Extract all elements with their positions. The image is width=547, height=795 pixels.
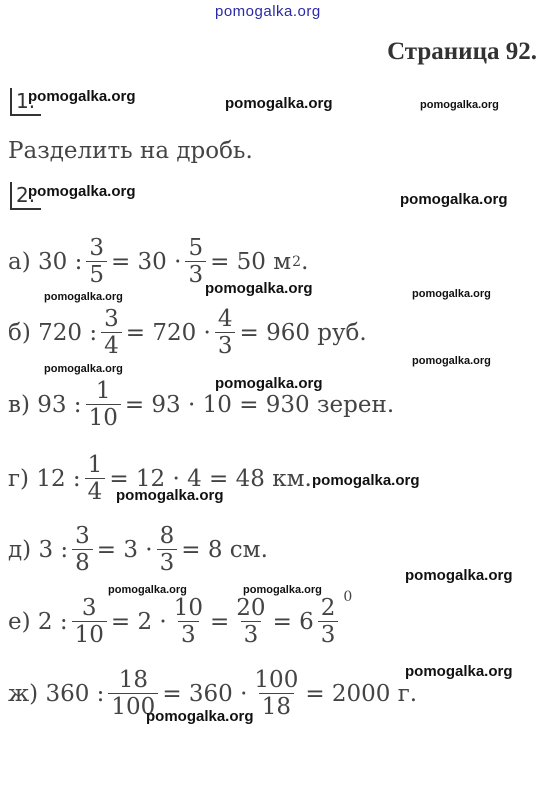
equation-zh-label: ж) 360 : — [8, 680, 105, 707]
task-1-text: Разделить на дробь. — [8, 138, 253, 164]
watermark: pomogalka.org — [412, 288, 491, 300]
watermark: pomogalka.org — [420, 99, 499, 111]
fraction: $\frac{5}{3}$ — [185, 235, 206, 289]
equation-d: д) 3 : $\frac{3}{8}$ = 3 · $\frac{8}{3}$ = 8 см. — [8, 523, 268, 577]
watermark: pomogalka.org — [108, 584, 187, 596]
equation-zh: ж) 360 : $\frac{18}{100}$ = 360 · $\frac{100}{18}$ = 2000 г. — [8, 667, 418, 721]
fraction: $\frac{10}{3}$ — [173, 595, 203, 649]
fraction: $\frac{8}{3}$ — [157, 523, 178, 577]
equation-a-label: а) 30 : — [8, 248, 83, 275]
equation-e-label: е) 2 : — [8, 608, 68, 635]
watermark: pomogalka.org — [28, 183, 136, 200]
watermark: pomogalka.org — [243, 584, 322, 596]
watermark: pomogalka.org — [116, 487, 224, 504]
fraction: $\frac{100}{18}$ — [254, 667, 299, 721]
fraction: $\frac{20}{3}$ — [236, 595, 266, 649]
watermark: pomogalka.org — [28, 88, 136, 105]
watermark: pomogalka.org — [400, 191, 508, 208]
fraction: $\frac{3}{5}$ — [86, 235, 107, 289]
fraction: $\frac{18}{100}$ — [108, 667, 158, 721]
site-header[interactable]: pomogalka.org — [215, 3, 321, 20]
equation-g-label: г) 12 : — [8, 465, 81, 492]
fraction: $\frac{1}{4}$ — [85, 452, 106, 506]
watermark: pomogalka.org — [44, 363, 123, 375]
watermark: pomogalka.org — [44, 291, 123, 303]
watermark: pomogalka.org — [146, 708, 254, 725]
watermark: pomogalka.org — [405, 567, 513, 584]
equation-b-label: б) 720 : — [8, 319, 98, 346]
equation-b: б) 720 : $\frac{3}{4}$ = 720 · $\frac{4}{3}$ = 960 руб. — [8, 306, 367, 360]
fraction: $\frac{1}{10}$ — [86, 378, 121, 432]
fraction: $\frac{3}{10}$ — [72, 595, 107, 649]
equation-v: в) 93 : $\frac{1}{10}$ = 93 · 10 = 930 зерен. — [8, 378, 395, 432]
mixed-fraction: $\frac{2}{3}$ $^0$ — [314, 595, 353, 649]
watermark: pomogalka.org — [215, 375, 323, 392]
task-1-number: 1. — [10, 88, 41, 116]
fraction: $\frac{4}{3}$ — [215, 306, 236, 360]
watermark: pomogalka.org — [405, 663, 513, 680]
watermark: pomogalka.org — [225, 95, 333, 112]
watermark: pomogalka.org — [412, 355, 491, 367]
fraction: $\frac{3}{4}$ — [101, 306, 122, 360]
equation-v-label: в) 93 : — [8, 391, 82, 418]
fraction: $\frac{3}{8}$ — [72, 523, 93, 577]
task-2-number: 2. — [10, 182, 41, 210]
page-title: Страница 92. — [387, 38, 537, 65]
equation-a: а) 30 : $\frac{3}{5}$ = 30 · $\frac{5}{3}$ = 50 м 2 . — [8, 235, 309, 289]
watermark: pomogalka.org — [205, 280, 313, 297]
watermark: pomogalka.org — [312, 472, 420, 489]
equation-g: г) 12 : $\frac{1}{4}$ = 12 · 4 = 48 км. — [8, 452, 312, 506]
equation-e: е) 2 : $\frac{3}{10}$ = 2 · $\frac{10}{3}$ = $\frac{20}{3}$ = 6 $\frac{2}{3}$ $^0$ — [8, 589, 353, 649]
equation-d-label: д) 3 : — [8, 536, 69, 563]
